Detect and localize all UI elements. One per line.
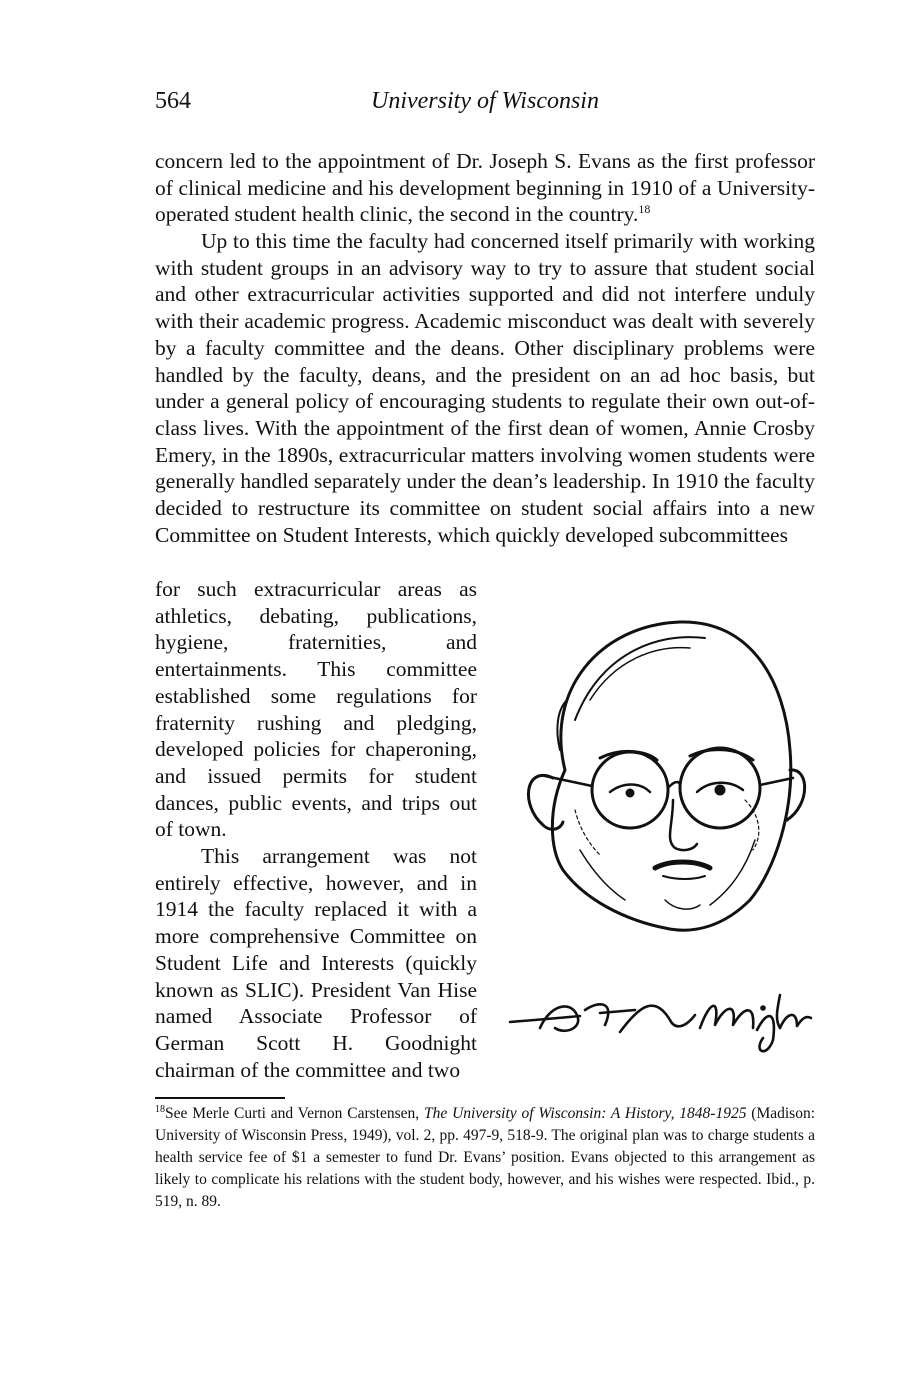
signature — [510, 995, 811, 1051]
portrait-sketch — [505, 600, 815, 1070]
footnote-book-title: The University of Wisconsin: A History, 1848-1925 — [423, 1105, 747, 1122]
body-paragraph-4: This arrangement was not entirely effective, however, and in 1914 the faculty replaced it with a more comprehensive Committee on Student Life and Interests (quickly known as SLIC). President Van Hise named Associate Professor of German Scott H. Goodnight chairman of the committee and two — [155, 844, 477, 1082]
paragraph-text: concern led to the appointment of Dr. Joseph S. Evans as the first professor of clinical medicine and his development beginning in 1910 of a University-operated student health clinic, the second in the country. — [155, 149, 815, 227]
footnote-reference: 18 — [638, 202, 651, 217]
footnote-divider — [155, 1097, 285, 1099]
footnote-18 — [155, 1103, 815, 1213]
body-paragraph-3: for such extracurricular areas as athletics, debating, publications, hygiene, fraternities, and entertainments. This committee established some regulations for fraternity rushing and pledging, developed policies for chaperoning, and issued permits for student dances, public events, and trips out of town. — [155, 577, 477, 842]
portrait-illustration — [505, 600, 815, 1070]
running-title: University of Wisconsin — [371, 88, 599, 114]
page-number: 564 — [155, 88, 191, 114]
footnote-rest: (Madison: University of Wisconsin Press, 1949), vol. 2, pp. 497-9, 518-9. The original plan was to charge students a health service fee of $1 a semester to fund Dr. Evans’ position. Evans objected to this arrangement as likely to complicate his relations with the student body, however, and his wishes were respected. Ibid., p. 519, n. 89. — [155, 1105, 815, 1210]
footnote-lead: See Merle Curti and Vernon Carstensen, — [165, 1105, 424, 1122]
footnote-number: 18 — [155, 1103, 165, 1115]
page-header — [155, 88, 815, 124]
body-paragraph-2: Up to this time the faculty had concerned itself primarily with working with student groups in an advisory way to try to assure that student social and other extracurricular activities supported and did not interfere unduly with their academic progress. Academic misconduct was dealt with severely by a faculty committee and the deans. Other disciplinary problems were handled by the faculty, deans, and the president on an ad hoc basis, but under a general policy of encouraging students to regulate their own out-of-class lives. With the appointment of the first dean of women, Annie Crosby Emery, in the 1890s, extracurricular matters involving women students were generally handled separately under the dean’s leadership. In 1910 the faculty decided to restructure its committee on student social affairs into a new Committee on Student Interests, which quickly developed subcommittees — [155, 229, 815, 547]
body-paragraph-1 — [155, 148, 815, 228]
